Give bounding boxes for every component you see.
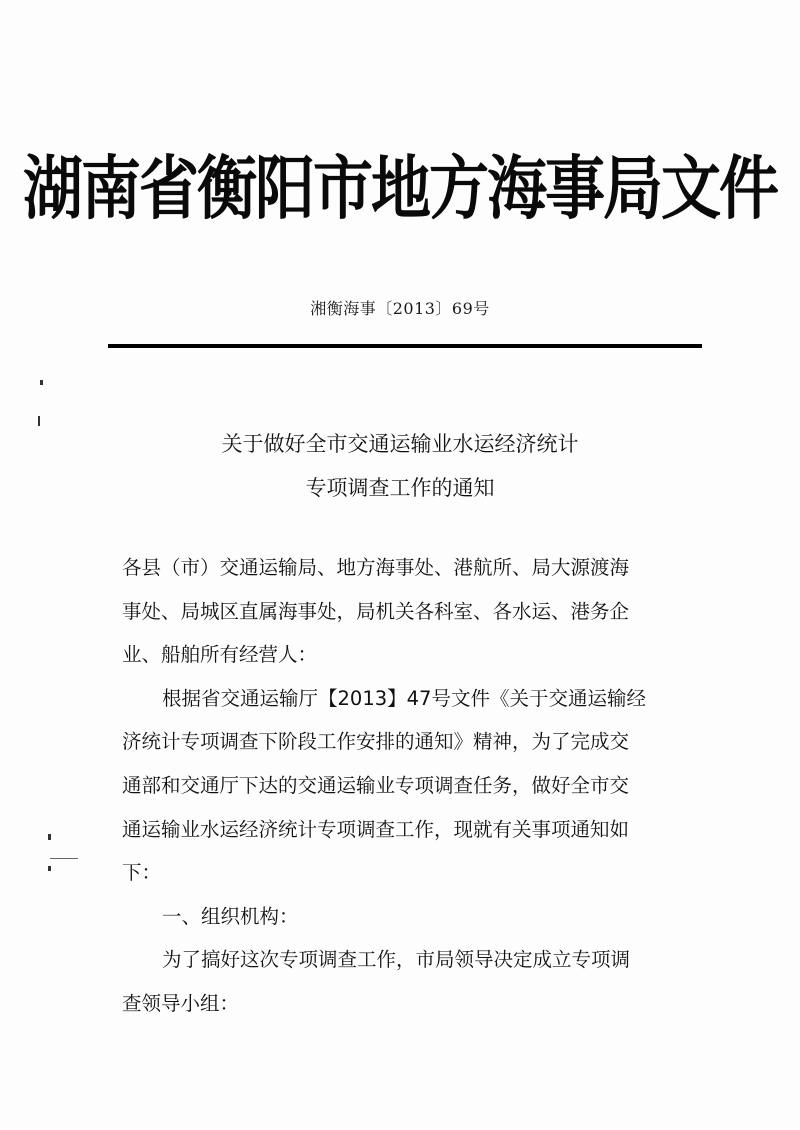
body-line: 通运输业水运经济统计专项调查工作，现就有关事项通知如 — [122, 817, 630, 841]
issuer-header: 湖南省衡阳市地方海事局文件 — [23, 148, 777, 229]
body-line: 查领导小组： — [122, 991, 240, 1015]
body-line: 根据省交通运输厅【2013】47号文件《关于交通运输经 — [162, 686, 646, 710]
body-line: 事处、局城区直属海事处，局机关各科室、各水运、港务企 — [122, 599, 630, 623]
body-line: 各县（市）交通运输局、地方海事处、港航所、局大源渡海 — [122, 556, 630, 579]
scan-speck — [50, 858, 78, 859]
body-line: 下： — [122, 861, 162, 885]
notice-title-line-2: 专项调查工作的通知 — [305, 476, 495, 500]
body-line: 通部和交通厅下达的交通运输业专项调查任务，做好全市交 — [122, 773, 630, 797]
scan-speck — [48, 866, 51, 871]
section-heading: 一、组织机构： — [162, 904, 299, 928]
body-line: 济统计专项调查下阶段工作安排的通知》精神，为了完成交 — [122, 730, 630, 754]
body-line: 业、船舶所有经营人： — [122, 643, 318, 667]
notice-body — [122, 546, 682, 1026]
scan-speck — [40, 380, 43, 385]
scan-speck — [38, 416, 40, 426]
body-line: 为了搞好这次专项调查工作，市局领导决定成立专项调 — [162, 948, 631, 972]
header-divider — [108, 344, 702, 348]
document-number: 湘衡海事〔2013〕69号 — [310, 299, 490, 318]
notice-title — [0, 422, 800, 510]
notice-title-line-1: 关于做好全市交通运输业水运经济统计 — [221, 432, 579, 456]
scan-speck — [48, 834, 51, 840]
